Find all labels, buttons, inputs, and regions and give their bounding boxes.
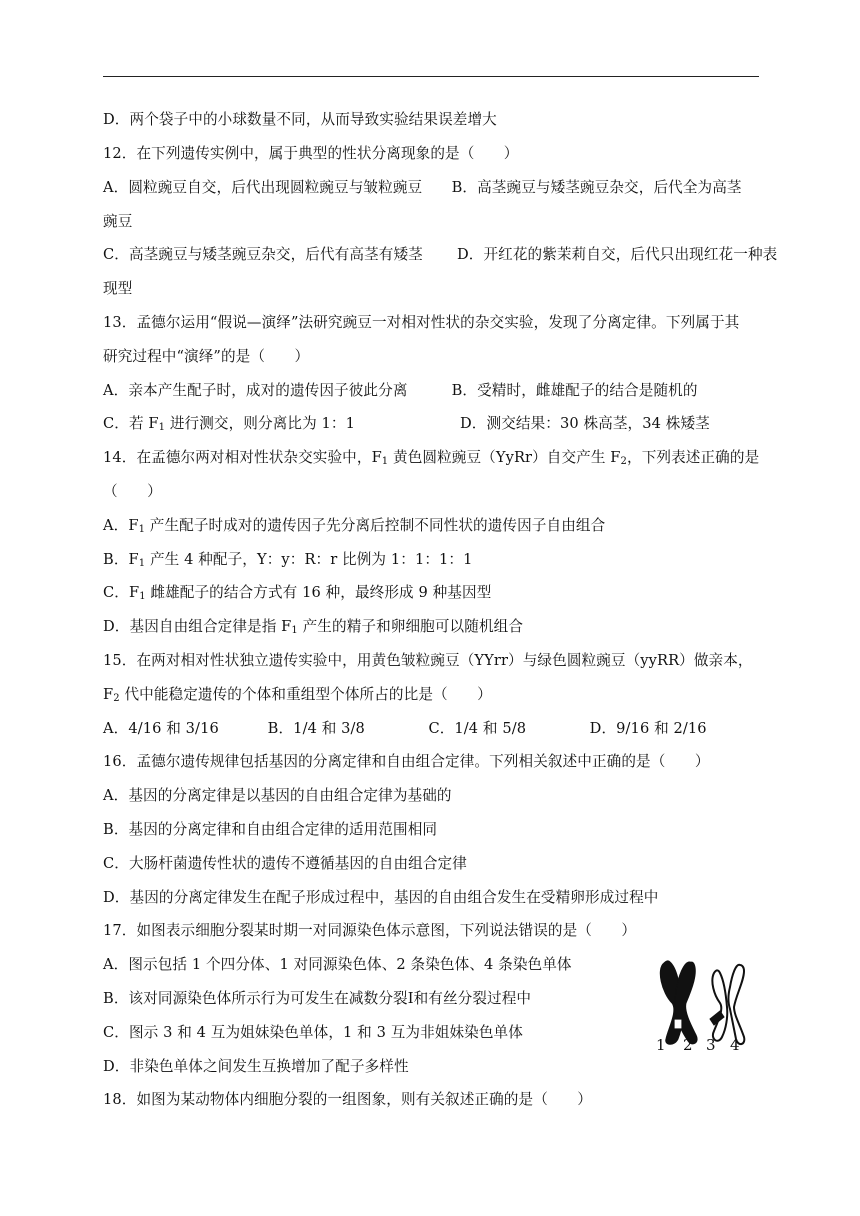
q13-options-ab: A．亲本产生配子时，成对的遗传因子彼此分离 B．受精时，雌雄配子的结合是随机的	[103, 382, 698, 399]
q12-options-ab: A．圆粒豌豆自交，后代出现圆粒豌豆与皱粒豌豆 B．高茎豌豆与矮茎豌豆杂交，后代全为高茎	[103, 179, 742, 196]
q15-stem: 15．在两对相对性状独立遗传实验中，用黄色皱粒豌豆（YYrr）与绿色圆粒豌豆（yyRR）做亲本，	[103, 652, 753, 669]
q16-option-c: C．大肠杆菌遗传性状的遗传不遵循基因的自由组合定律	[103, 855, 467, 872]
q15-options: A．4/16 和 3/16 B．1/4 和 3/8 C．1/4 和 5/8 D．9/16 和 2/16	[103, 720, 707, 737]
q17-option-a: A．图示包括 1 个四分体、1 对同源染色体、2 条染色体、4 条染色单体	[103, 956, 572, 973]
q15-stem-cont: $F_2$ 代中能稳定遗传的个体和重组型个体所占的比是（ ）	[103, 686, 492, 704]
q12-options-ab-cont: 豌豆	[103, 213, 133, 230]
q17-option-b: B．该对同源染色体所示行为可发生在减数分裂Ⅰ和有丝分裂过程中	[103, 990, 532, 1007]
figure-label-1: 1	[656, 1036, 666, 1054]
q17-option-d: D．非染色单体之间发生互换增加了配子多样性	[103, 1058, 409, 1075]
figure-label-4: 4	[730, 1036, 740, 1054]
figure-label-3: 3	[706, 1036, 716, 1054]
q14-stem: 14．在孟德尔两对相对性状杂交实验中，$F_1$ 黄色圆粒豌豆（YyRr）自交产生 $F_2$，下列表述正确的是	[103, 449, 760, 467]
dark-chromosome	[660, 961, 697, 1044]
q13-option-d: D．测交结果：30 株高茎，34 株矮茎	[460, 415, 710, 432]
q14-option-b: B．$F_1$ 产生 4 种配子，Y：y：R：r 比例为 1：1：1：1	[103, 551, 473, 569]
q12-options-cd-cont: 现型	[103, 280, 133, 297]
q16-option-a: A．基因的分离定律是以基因的自由组合定律为基础的	[103, 787, 452, 804]
q13-stem-cont: 研究过程中“演绎”的是（ ）	[103, 348, 310, 365]
crossover-segment	[674, 1019, 682, 1029]
q16-option-b: B．基因的分离定律和自由组合定律的适用范围相同	[103, 821, 438, 838]
q17-option-c: C．图示 3 和 4 互为姐妹染色单体，1 和 3 互为非姐妹染色单体	[103, 1024, 523, 1041]
light-chromatid-4	[729, 965, 745, 1044]
q16-stem: 16．孟德尔遗传规律包括基因的分离定律和自由组合定律。下列相关叙述中正确的是（ ）	[103, 753, 710, 770]
q14-option-d: D．基因自由组合定律是指 $F_1$ 产生的精子和卵细胞可以随机组合	[103, 618, 524, 636]
q14-stem-cont: （ ）	[103, 483, 162, 500]
q17-stem: 17．如图表示细胞分裂某时期一对同源染色体示意图，下列说法错误的是（ ）	[103, 922, 637, 939]
q13-option-c: C．若 $F_1$ 进行测交，则分离比为 1：1	[103, 415, 355, 433]
header-rule	[103, 76, 759, 77]
q12-stem: 12．在下列遗传实例中，属于典型的性状分离现象的是（ ）	[103, 145, 519, 162]
q16-option-d: D．基因的分离定律发生在配子形成过程中，基因的自由组合发生在受精卵形成过程中	[103, 889, 659, 906]
q13-stem: 13．孟德尔运用“假说—演绎”法研究豌豆一对相对性状的杂交实验，发现了分离定律。下列属于其	[103, 314, 740, 331]
light-chromatid-3	[712, 970, 727, 1040]
q12-options-cd: C．高茎豌豆与矮茎豌豆杂交，后代有高茎有矮茎 D．开红花的紫茉莉自交，后代只出现红花一种表	[103, 246, 778, 263]
q18-stem: 18．如图为某动物体内细胞分裂的一组图象，则有关叙述正确的是（ ）	[103, 1091, 592, 1108]
q14-option-a: A．$F_1$ 产生配子时成对的遗传因子先分离后控制不同性状的遗传因子自由组合	[103, 517, 606, 535]
figure-label-2: 2	[683, 1036, 693, 1054]
q11-option-d: D．两个袋子中的小球数量不同，从而导致实验结果误差增大	[103, 111, 497, 128]
q14-option-c: C．$F_1$ 雌雄配子的结合方式有 16 种，最终形成 9 种基因型	[103, 584, 492, 602]
light-chromosome	[710, 965, 744, 1044]
